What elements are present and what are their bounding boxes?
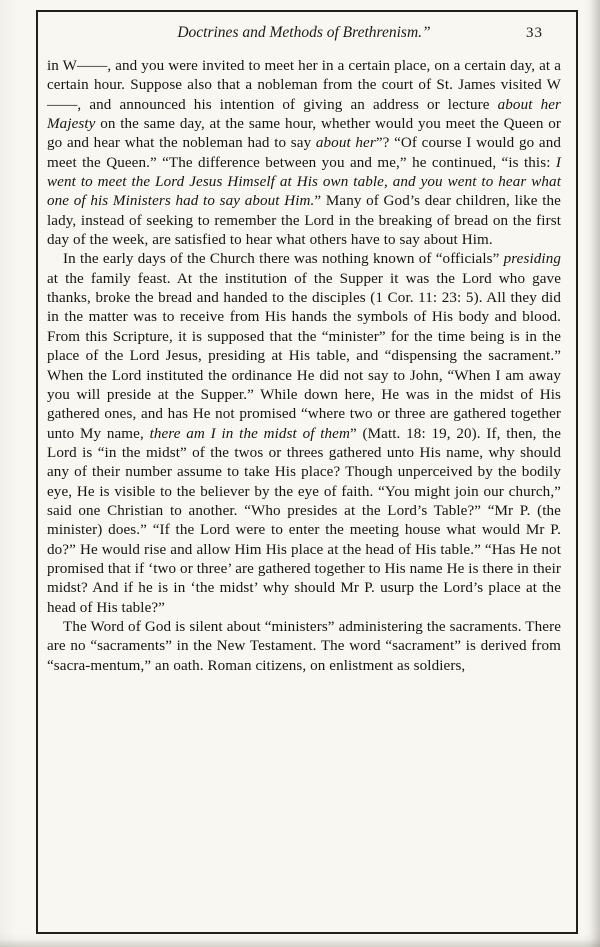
- paragraph: [47, 618, 561, 676]
- header-title: Doctrines and Methods of Brethrenism.”: [177, 24, 431, 41]
- text-run: ” Many of God’s dear children, like the lady, instead of seeking to remember the Lord in the breaking of bread on the first day of the week, are satisfied to hear what others have to say about Him.: [47, 193, 561, 249]
- running-header: [47, 24, 561, 46]
- text-run: The Word of God is silent about “ministers” administering the sacraments. There are no “sacraments” in the New Testament. The word “sacrament” is derived from “sacra-mentum,” an oath. Roman citizens, on enlistment as soldiers,: [47, 618, 561, 674]
- paragraph: [47, 250, 561, 618]
- text-run: In the early days of the Church there was nothing known of “officials”: [63, 251, 504, 268]
- text-run: ”? “Of course I would go and meet the Queen.” “The difference between you and me,” he continued, “is this:: [47, 135, 561, 171]
- page-number: 33: [526, 25, 543, 41]
- text-run: at the family feast. At the institution of the Supper it was the Lord who gave thanks, broke the bread and handed to the disciples (1 Cor. 11: 23: 5). All they did in the matter was to receive from His hands the symbols of His body and blood. From this Scripture, it is supposed that the “minister” for the time being is in the place of the Lord Jesus, presiding at His table, and “dispensing the sacrament.” When the Lord instituted the ordinance He did not say to John, “When I am away you will preside at the Supper.” While down here, He was in the midst of His gathered ones, and has He not promised “where two or three are gathered together unto My name,: [47, 270, 561, 442]
- scan-shadow-bottom: [0, 939, 600, 947]
- scan-shadow-right: [590, 0, 600, 947]
- page-border-frame: [36, 10, 578, 934]
- paragraph: [47, 57, 561, 250]
- italic-text-run: there am I in the midst of them: [149, 425, 350, 442]
- italic-text-run: presiding: [503, 251, 561, 268]
- text-run: on the same day, at the same hour, whether would you meet the Queen or go and hear what the nobleman had to say: [47, 116, 561, 152]
- italic-text-run: I went to meet the Lord Jesus Himself at His own table, and you went to hear what one of his Ministers had to say about Him.: [47, 154, 561, 210]
- italic-text-run: about her Majesty: [47, 96, 561, 133]
- italic-text-run: about her: [315, 135, 376, 152]
- text-run: ” (Matt. 18: 19, 20). If, then, the Lord is “in the midst” of the twos or threes gathered unto His name, why should any of their number assume to take His place? Though unperceived by the bodily eye, He is visible to the believer by the eye of faith. “You might join our church,” said one Christian to another. “Who presides at the Lord’s Table?” “Mr P. (the minister) does.” “If the Lord were to enter the meeting house what would Mr P. do?” He would rise and allow Him His place at the head of His table.” “Has He not promised that if ‘two or three’ are gathered together to His name He is there in their midst? And if he is in ‘the midst’ why should Mr P. usurp the Lord’s place at the head of His table?”: [47, 425, 561, 616]
- text-run: in W——, and you were invited to meet her in a certain place, on a certain day, at a certain hour. Suppose also that a nobleman from the court of St. James visited W——, and announced his intention of giving an address or lecture: [47, 58, 561, 113]
- body-text: [47, 57, 561, 676]
